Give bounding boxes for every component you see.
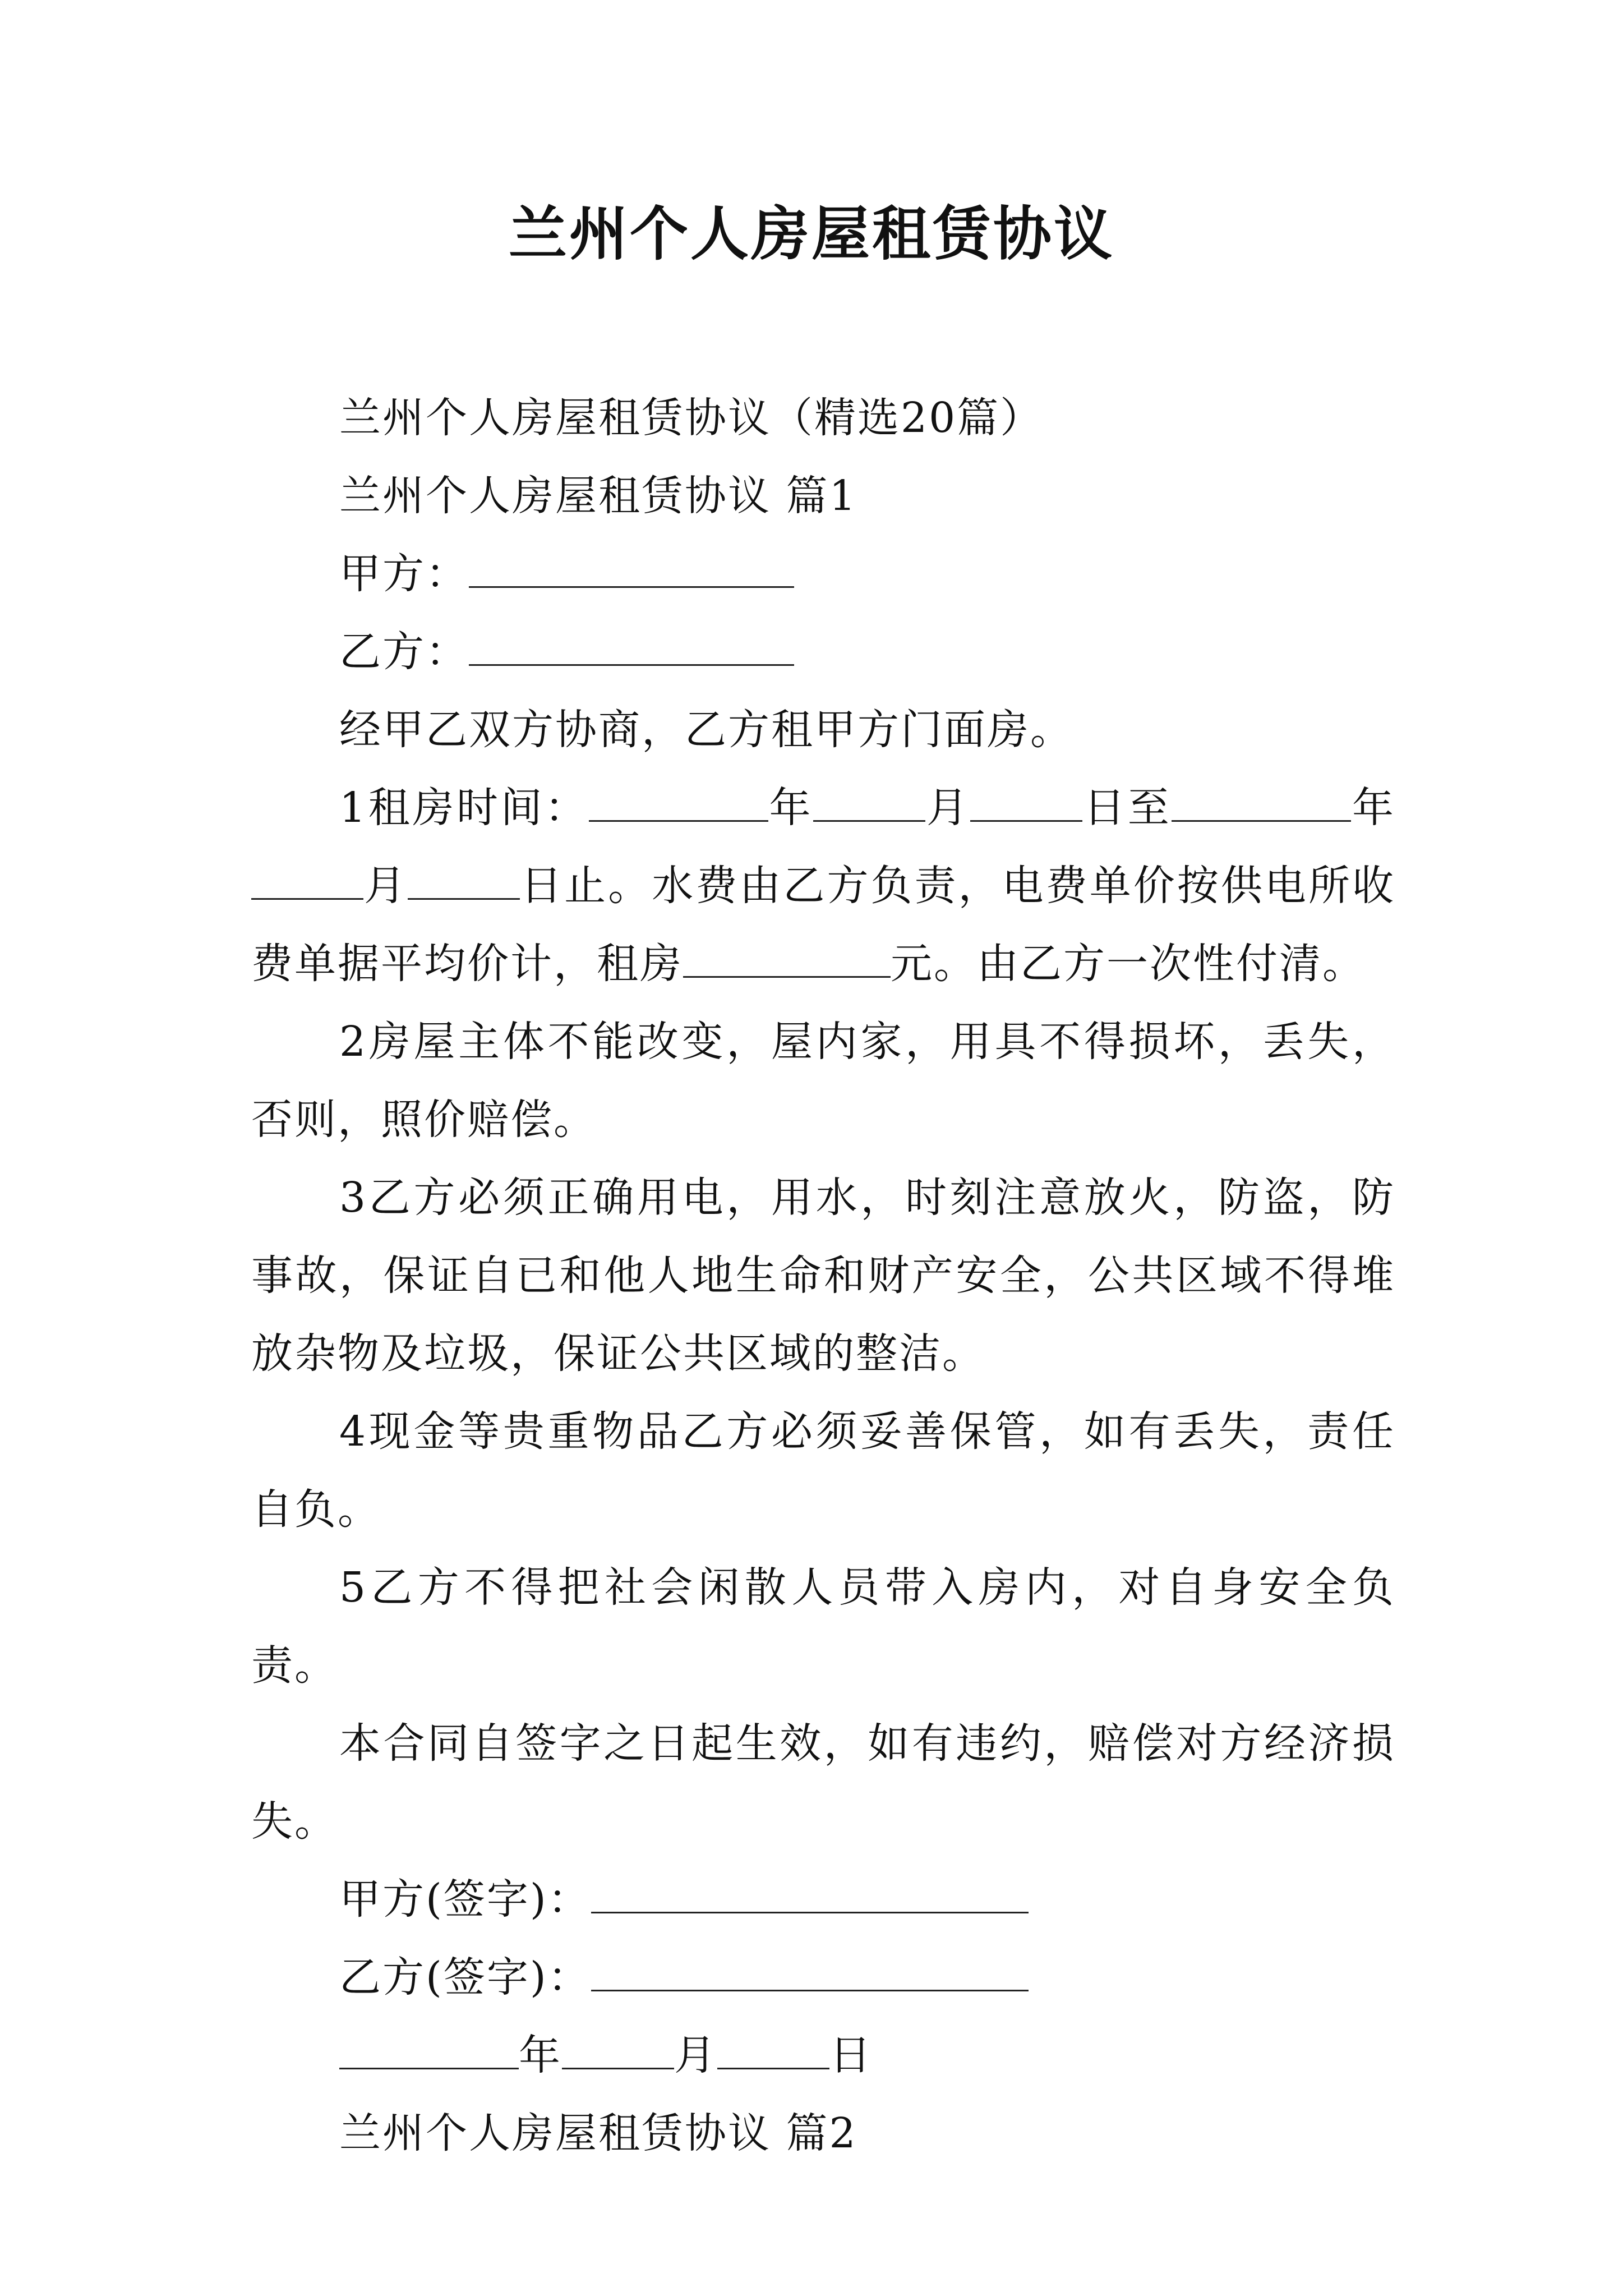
party-b-label: 乙方： bbox=[339, 628, 469, 676]
section-heading-2: 兰州个人房屋租赁协议 篇2 bbox=[339, 2109, 857, 2157]
start-year-label: 年 bbox=[768, 784, 814, 832]
clause-3: 3乙方必须正确用电，用水，时刻注意放火，防盗，防事故，保证自已和他人地生命和财产安全，公共区域不得堆放杂物及垃圾，保证公共区域的整洁。 bbox=[251, 1174, 1395, 1378]
start-day-label: 日至 bbox=[1082, 784, 1172, 832]
party-a-blank bbox=[469, 550, 794, 588]
date-line bbox=[251, 2017, 1395, 2095]
end-year-blank bbox=[1172, 784, 1351, 822]
sign-b-blank bbox=[591, 1954, 1029, 1991]
end-year-label: 年 bbox=[1351, 784, 1396, 832]
intro-paragraph: 经甲乙双方协商，乙方租甲方门面房。 bbox=[339, 706, 1073, 754]
clause-5: 5乙方不得把社会闲散人员带入房内，对自身安全负责。 bbox=[251, 1563, 1395, 1690]
effect-paragraph: 本合同自签字之日起生效，如有违约，赔偿对方经济损失。 bbox=[251, 1719, 1395, 1846]
end-month-label: 月 bbox=[363, 862, 408, 910]
sign-b-label: 乙方(签字)： bbox=[339, 1953, 591, 2001]
section-heading-1: 兰州个人房屋租赁协议 篇1 bbox=[339, 472, 857, 520]
date-year-label: 年 bbox=[519, 2031, 562, 2079]
start-month-label: 月 bbox=[925, 784, 971, 832]
clause-1-terms: 日止。水费由乙方负责，电费单价按供电所收费单据平均价计，租房 bbox=[251, 862, 1396, 988]
date-day-label: 日 bbox=[829, 2031, 873, 2079]
date-year-blank bbox=[339, 2032, 519, 2069]
sign-a-line bbox=[251, 1861, 1395, 1939]
date-month-label: 月 bbox=[674, 2031, 717, 2079]
sign-b-line bbox=[251, 1939, 1395, 2017]
party-a-label: 甲方： bbox=[339, 550, 469, 598]
clause-1-prefix: 1租房时间： bbox=[339, 784, 589, 832]
rent-amount-blank bbox=[683, 940, 891, 978]
party-b-line bbox=[251, 613, 1395, 691]
party-b-blank bbox=[469, 628, 794, 666]
document-body bbox=[251, 379, 1395, 2173]
start-month-blank bbox=[813, 784, 925, 822]
document-subtitle: 兰州个人房屋租赁协议（精选20篇） bbox=[339, 394, 1044, 442]
sign-a-label: 甲方(签字)： bbox=[339, 1875, 591, 1924]
clause-1-amount-suffix: 元。由乙方一次性付清。 bbox=[891, 940, 1366, 988]
start-year-blank bbox=[589, 784, 768, 822]
clause-2: 2房屋主体不能改变，屋内家，用具不得损坏，丢失，否则，照价赔偿。 bbox=[251, 1018, 1395, 1144]
sign-a-blank bbox=[591, 1876, 1029, 1913]
date-day-blank bbox=[717, 2032, 829, 2069]
party-a-line bbox=[251, 535, 1395, 613]
date-month-blank bbox=[562, 2032, 674, 2069]
clause-1 bbox=[251, 769, 1395, 1003]
end-day-blank bbox=[408, 862, 520, 900]
end-month-blank bbox=[251, 862, 363, 900]
start-day-blank bbox=[970, 784, 1082, 822]
clause-4: 4现金等贵重物品乙方必须妥善保管，如有丢失，责任自负。 bbox=[251, 1407, 1395, 1534]
document-title: 兰州个人房屋租赁协议 bbox=[508, 199, 1114, 268]
